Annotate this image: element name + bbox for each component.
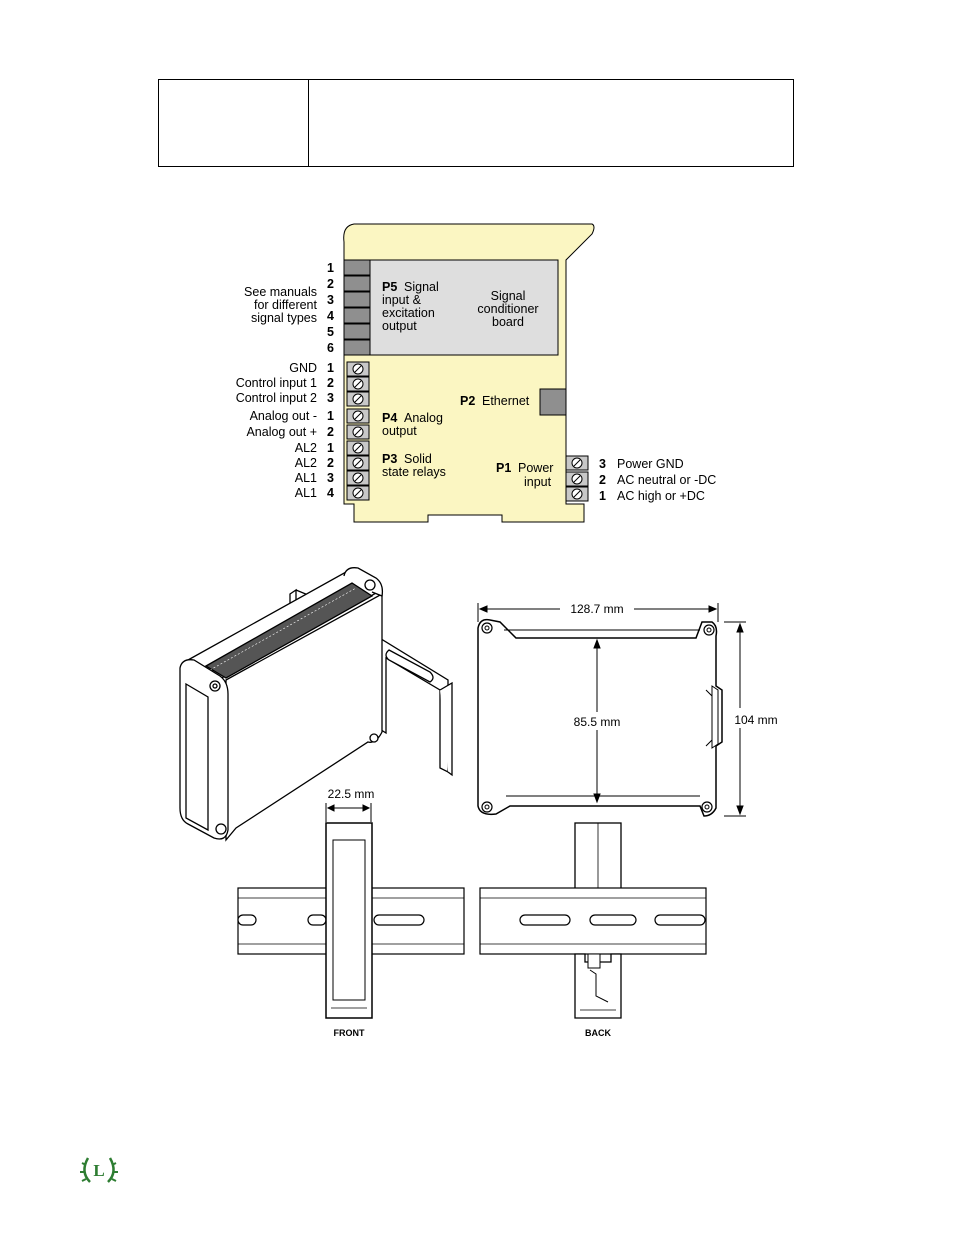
p5-note-line-1: See manuals [244,285,317,299]
p3-title-line-1: Solid [404,452,432,466]
p3-id: P3 [382,452,398,466]
p3-pin-2: 2 [327,456,334,470]
p5-title-line-4: output [382,319,417,333]
screw-terminal-left-9 [347,486,369,500]
screw-terminal-power-3 [566,487,588,501]
p3-label-1: AL2 [294,441,317,455]
power-terminal-block [566,456,588,501]
p5-pin-1: 1 [327,261,334,275]
p4-pin-1: 1 [327,409,334,423]
back-caption: BACK [585,1028,611,1038]
p3-label-3: AL1 [294,471,317,485]
control-pin-3: 3 [327,391,334,405]
p1-title-line-2: input [524,475,552,489]
ethernet-port [540,389,566,415]
screw-terminal-left-6 [347,441,369,455]
board-line-1: Signal [490,289,526,303]
screw-terminal-left-2 [347,377,369,391]
p1-label-3: Power GND [617,457,684,471]
screw-terminal-power-1 [566,456,588,470]
p3-pin-4: 4 [327,486,334,500]
p5-note-line-3: signal types [250,311,317,325]
p2-id: P2 [460,394,476,408]
control-label-gnd: GND [289,361,317,375]
p3-label-4: AL1 [294,486,317,500]
control-pin-1: 1 [327,361,334,375]
p4-id: P4 [382,411,398,425]
p3-title-line-2: state relays [382,465,446,479]
p1-id: P1 [496,461,512,475]
p1-label-2: AC neutral or -DC [617,473,717,487]
board-line-2: conditioner [477,302,539,316]
p3-pin-1: 1 [327,441,334,455]
p5-pin-3: 3 [327,293,334,307]
p5-title-line-2: input & [382,293,421,307]
screw-terminal-left-5 [347,425,369,439]
p5-pin-2: 2 [327,277,334,291]
p4-title-line-1: Analog [404,411,443,425]
screw-terminal-left-4 [347,409,369,423]
p3-pin-3: 3 [327,471,334,485]
screw-terminal-left-8 [347,471,369,485]
p2-title: Ethernet [482,394,530,408]
p4-label-1: Analog out - [249,409,317,423]
logo-letter: L [93,1161,105,1180]
p1-pin-1: 1 [599,489,606,503]
wiring-diagram [236,224,717,522]
p5-connector [344,260,370,355]
control-pin-2: 2 [327,376,334,390]
screw-terminal-left-1 [347,362,369,376]
p1-label-1: AC high or +DC [617,489,705,503]
p1-pin-2: 2 [599,473,606,487]
back-din-rail [480,888,706,954]
screw-terminal-left-7 [347,456,369,470]
p4-label-2: Analog out + [246,425,317,439]
dim-height: 104 mm [734,713,778,727]
p5-id: P5 [382,280,398,294]
p5-note-line-2: for different [253,298,317,312]
screw-terminal-left-3 [347,392,369,406]
dim-inner-height: 85.5 mm [573,715,621,729]
p1-pin-3: 3 [599,457,606,471]
p4-title-line-2: output [382,424,417,438]
p5-title-line-1: Signal [404,280,439,294]
p3-label-2: AL2 [294,456,317,470]
board-line-3: board [492,315,524,329]
control-label-2: Control input 2 [235,391,317,405]
dim-depth: 22.5 mm [327,787,375,801]
p5-pin-4: 4 [327,309,334,323]
p5-pin-6: 6 [327,341,334,355]
p5-title-line-3: excitation [382,306,435,320]
control-label-1: Control input 1 [235,376,317,390]
laurel-logo [80,1158,118,1182]
dim-width: 128.7 mm [570,602,624,616]
p4-pin-2: 2 [327,425,334,439]
p5-pin-5: 5 [327,325,334,339]
back-view [480,823,706,1018]
p1-title-line-1: Power [518,461,554,475]
isometric-module [180,568,452,840]
screw-terminal-power-2 [566,472,588,486]
left-terminal-block [347,362,369,500]
front-view [238,823,464,1018]
front-caption: FRONT [333,1028,365,1038]
